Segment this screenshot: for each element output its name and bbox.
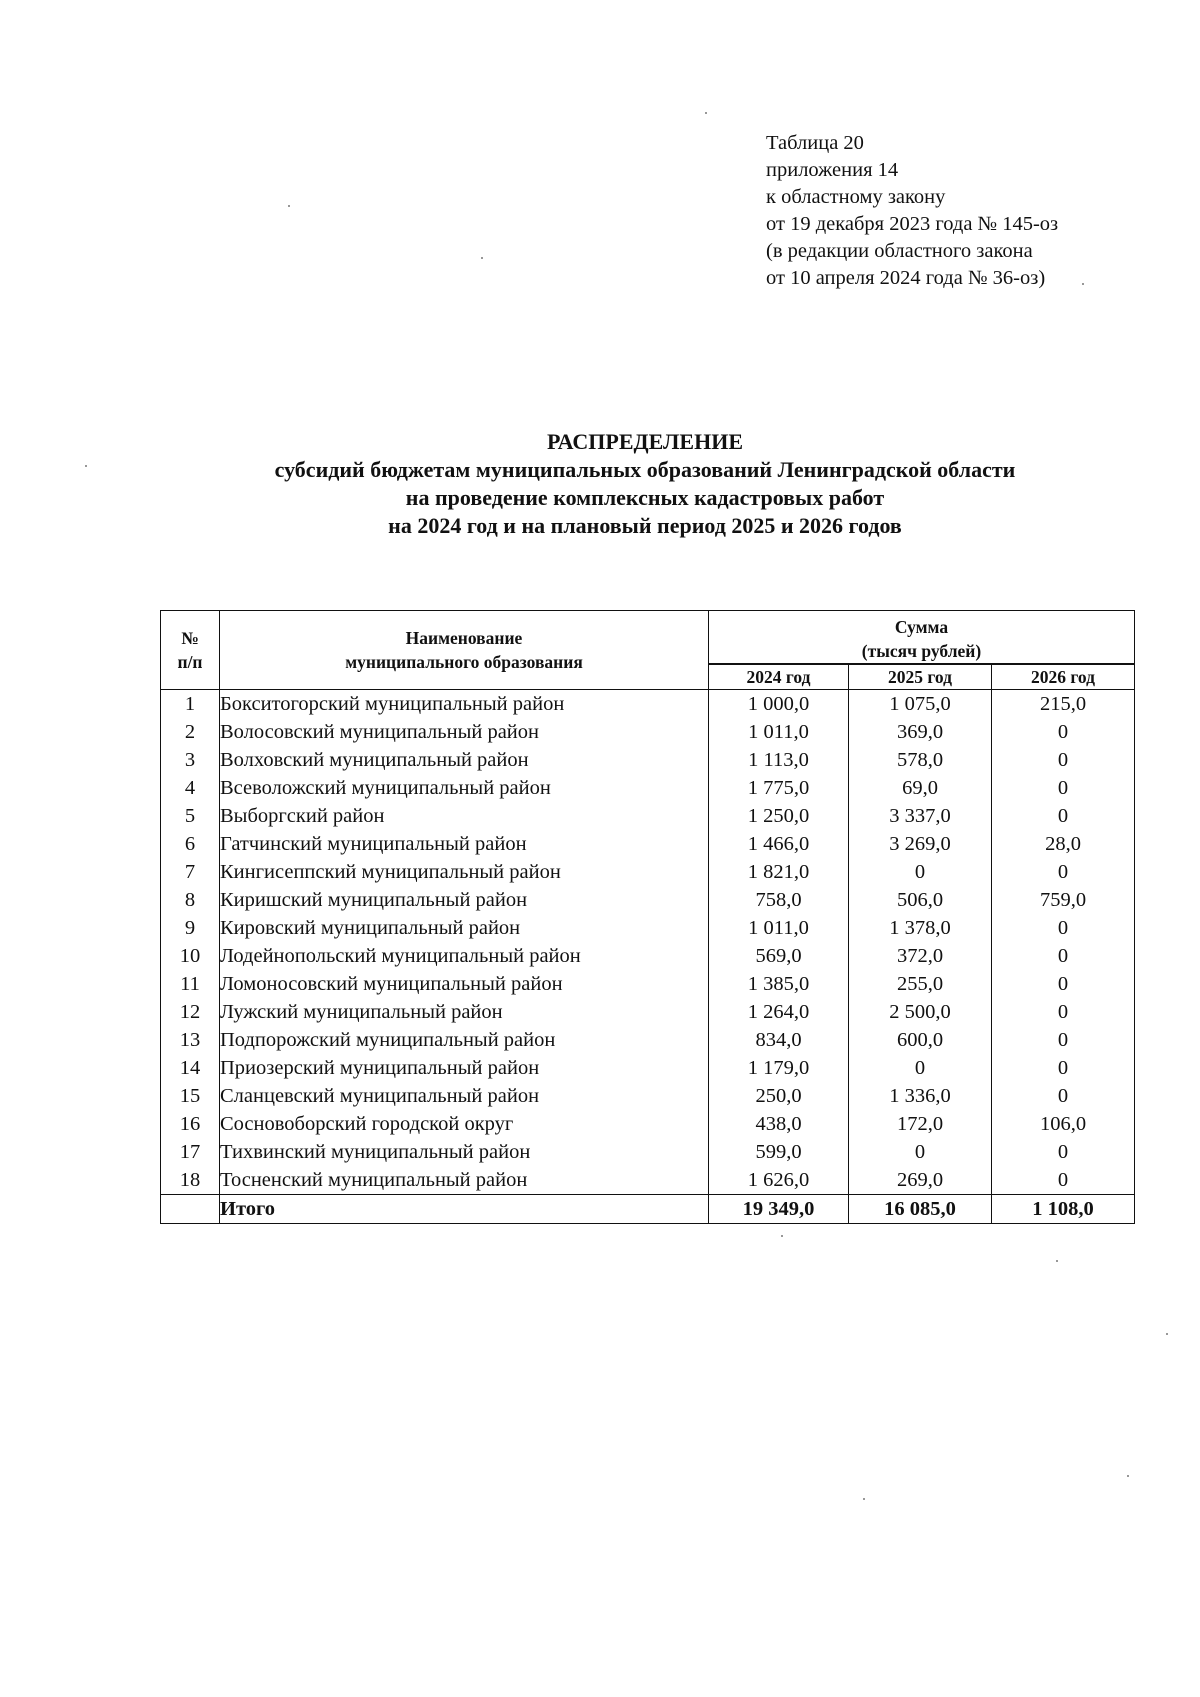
row-number: 15 (161, 1082, 220, 1110)
header-line: Таблица 20 (766, 132, 864, 154)
row-value-2026: 0 (992, 774, 1135, 802)
row-value-2026: 0 (992, 998, 1135, 1026)
sum-label: Сумма (894, 617, 949, 637)
row-value-2024: 1 466,0 (709, 830, 849, 858)
total-label: Итого (220, 1195, 709, 1224)
title-line: на проведение комплексных кадастровых работ (405, 485, 885, 510)
row-municipality-name: Тихвинский муниципальный район (220, 1138, 709, 1166)
row-number: 3 (161, 746, 220, 774)
row-value-2024: 599,0 (709, 1138, 849, 1166)
row-value-2025: 369,0 (849, 718, 992, 746)
row-municipality-name: Лужский муниципальный район (220, 998, 709, 1026)
row-value-2025: 69,0 (849, 774, 992, 802)
table-row (161, 1166, 1135, 1195)
row-municipality-name: Волосовский муниципальный район (220, 718, 709, 746)
row-value-2026: 0 (992, 746, 1135, 774)
row-value-2025: 1 075,0 (849, 690, 992, 719)
row-municipality-name: Выборгский район (220, 802, 709, 830)
row-value-2025: 0 (849, 1054, 992, 1082)
row-value-2026: 0 (992, 1054, 1135, 1082)
scan-speck (705, 112, 707, 114)
row-value-2026: 0 (992, 1166, 1135, 1195)
row-municipality-name: Подпорожский муниципальный район (220, 1026, 709, 1054)
row-municipality-name: Кировский муниципальный район (220, 914, 709, 942)
row-municipality-name: Лодейнопольский муниципальный район (220, 942, 709, 970)
row-value-2025: 172,0 (849, 1110, 992, 1138)
header-line: от 19 декабря 2023 года № 145-оз (766, 213, 1059, 235)
table-row (161, 970, 1135, 998)
row-municipality-name: Киришский муниципальный район (220, 886, 709, 914)
row-value-2024: 1 775,0 (709, 774, 849, 802)
table-row (161, 998, 1135, 1026)
row-value-2026: 106,0 (992, 1110, 1135, 1138)
row-number: 2 (161, 718, 220, 746)
row-number: 18 (161, 1166, 220, 1195)
row-number: 16 (161, 1110, 220, 1138)
row-value-2025: 600,0 (849, 1026, 992, 1054)
row-number: 1 (161, 690, 220, 719)
row-municipality-name: Сланцевский муниципальный район (220, 1082, 709, 1110)
row-value-2026: 0 (992, 1026, 1135, 1054)
table-row (161, 1054, 1135, 1082)
document-header (766, 130, 1166, 292)
scan-speck (85, 465, 87, 467)
scan-speck (863, 1498, 865, 1500)
row-value-2025: 506,0 (849, 886, 992, 914)
row-value-2026: 0 (992, 942, 1135, 970)
row-value-2025: 1 378,0 (849, 914, 992, 942)
total-row (161, 1195, 1135, 1224)
table-row (161, 858, 1135, 886)
column-header-sum (709, 611, 1135, 665)
table-row (161, 914, 1135, 942)
row-number: 13 (161, 1026, 220, 1054)
table-body (161, 690, 1135, 1224)
row-number: 6 (161, 830, 220, 858)
row-number: 8 (161, 886, 220, 914)
scan-speck (1082, 283, 1084, 285)
row-value-2024: 250,0 (709, 1082, 849, 1110)
row-value-2024: 1 113,0 (709, 746, 849, 774)
row-value-2025: 0 (849, 1138, 992, 1166)
table-row (161, 1026, 1135, 1054)
row-municipality-name: Волховский муниципальный район (220, 746, 709, 774)
row-value-2025: 1 336,0 (849, 1082, 992, 1110)
row-value-2024: 1 264,0 (709, 998, 849, 1026)
table-row (161, 746, 1135, 774)
row-value-2024: 1 179,0 (709, 1054, 849, 1082)
title-line: на 2024 год и на плановый период 2025 и 2026 годов (388, 513, 902, 538)
row-number: 7 (161, 858, 220, 886)
row-number: 12 (161, 998, 220, 1026)
row-municipality-name: Сосновоборский городской округ (220, 1110, 709, 1138)
row-number: 14 (161, 1054, 220, 1082)
row-value-2024: 1 821,0 (709, 858, 849, 886)
scan-speck (288, 205, 290, 207)
scan-speck (1166, 1333, 1168, 1335)
title-line: субсидий бюджетам муниципальных образований Ленинградской области (274, 457, 1016, 482)
row-number: 17 (161, 1138, 220, 1166)
header-line: от 10 апреля 2024 года № 36-оз) (766, 267, 1046, 289)
row-value-2025: 0 (849, 858, 992, 886)
column-header-year: 2025 год (849, 665, 992, 690)
title-line: РАСПРЕДЕЛЕНИЕ (546, 429, 743, 454)
row-value-2025: 2 500,0 (849, 998, 992, 1026)
row-municipality-name: Бокситогорский муниципальный район (220, 690, 709, 719)
row-value-2024: 1 000,0 (709, 690, 849, 719)
row-value-2026: 0 (992, 858, 1135, 886)
table-row (161, 1110, 1135, 1138)
row-value-2026: 0 (992, 914, 1135, 942)
table-row (161, 886, 1135, 914)
row-municipality-name: Всеволожский муниципальный район (220, 774, 709, 802)
table-row (161, 690, 1135, 719)
column-header-year: 2024 год (709, 665, 849, 690)
row-value-2024: 569,0 (709, 942, 849, 970)
header-line: к областному закону (766, 186, 946, 208)
distribution-table (160, 610, 1135, 1224)
row-municipality-name: Тосненский муниципальный район (220, 1166, 709, 1195)
row-value-2026: 215,0 (992, 690, 1135, 719)
row-value-2026: 0 (992, 1138, 1135, 1166)
row-number: 5 (161, 802, 220, 830)
table-row (161, 774, 1135, 802)
row-value-2025: 3 269,0 (849, 830, 992, 858)
row-number: 4 (161, 774, 220, 802)
column-header-year: 2026 год (992, 665, 1135, 690)
total-value-2026: 1 108,0 (992, 1195, 1135, 1224)
row-value-2025: 269,0 (849, 1166, 992, 1195)
row-value-2024: 1 385,0 (709, 970, 849, 998)
row-value-2024: 1 626,0 (709, 1166, 849, 1195)
column-header-name: Наименование муниципального образования (220, 611, 709, 690)
row-value-2024: 1 250,0 (709, 802, 849, 830)
row-number: 9 (161, 914, 220, 942)
header-line: приложения 14 (766, 159, 899, 181)
row-value-2025: 578,0 (849, 746, 992, 774)
scan-speck (1056, 1260, 1058, 1262)
row-value-2026: 0 (992, 1082, 1135, 1110)
row-municipality-name: Гатчинский муниципальный район (220, 830, 709, 858)
row-value-2024: 438,0 (709, 1110, 849, 1138)
table-row (161, 830, 1135, 858)
row-municipality-name: Приозерский муниципальный район (220, 1054, 709, 1082)
row-value-2026: 0 (992, 718, 1135, 746)
row-value-2025: 372,0 (849, 942, 992, 970)
row-value-2026: 0 (992, 802, 1135, 830)
total-value-2024: 19 349,0 (709, 1195, 849, 1224)
row-number: 11 (161, 970, 220, 998)
scan-speck (481, 257, 483, 259)
row-value-2026: 0 (992, 970, 1135, 998)
table-row (161, 802, 1135, 830)
row-value-2026: 28,0 (992, 830, 1135, 858)
total-value-2025: 16 085,0 (849, 1195, 992, 1224)
row-value-2024: 1 011,0 (709, 914, 849, 942)
scan-speck (1127, 1475, 1129, 1477)
sum-unit: (тысяч рублей) (708, 639, 1135, 664)
document-title (100, 428, 1190, 540)
total-number-cell (161, 1195, 220, 1224)
row-value-2025: 255,0 (849, 970, 992, 998)
row-value-2026: 759,0 (992, 886, 1135, 914)
header-line: (в редакции областного закона (766, 240, 1033, 262)
row-value-2024: 834,0 (709, 1026, 849, 1054)
row-value-2024: 1 011,0 (709, 718, 849, 746)
column-header-number: № п/п (161, 611, 220, 690)
table-row (161, 718, 1135, 746)
scan-speck (781, 1235, 783, 1237)
table-row (161, 1082, 1135, 1110)
table-row (161, 942, 1135, 970)
row-municipality-name: Ломоносовский муниципальный район (220, 970, 709, 998)
table-row (161, 1138, 1135, 1166)
row-municipality-name: Кингисеппский муниципальный район (220, 858, 709, 886)
row-number: 10 (161, 942, 220, 970)
row-value-2025: 3 337,0 (849, 802, 992, 830)
row-value-2024: 758,0 (709, 886, 849, 914)
